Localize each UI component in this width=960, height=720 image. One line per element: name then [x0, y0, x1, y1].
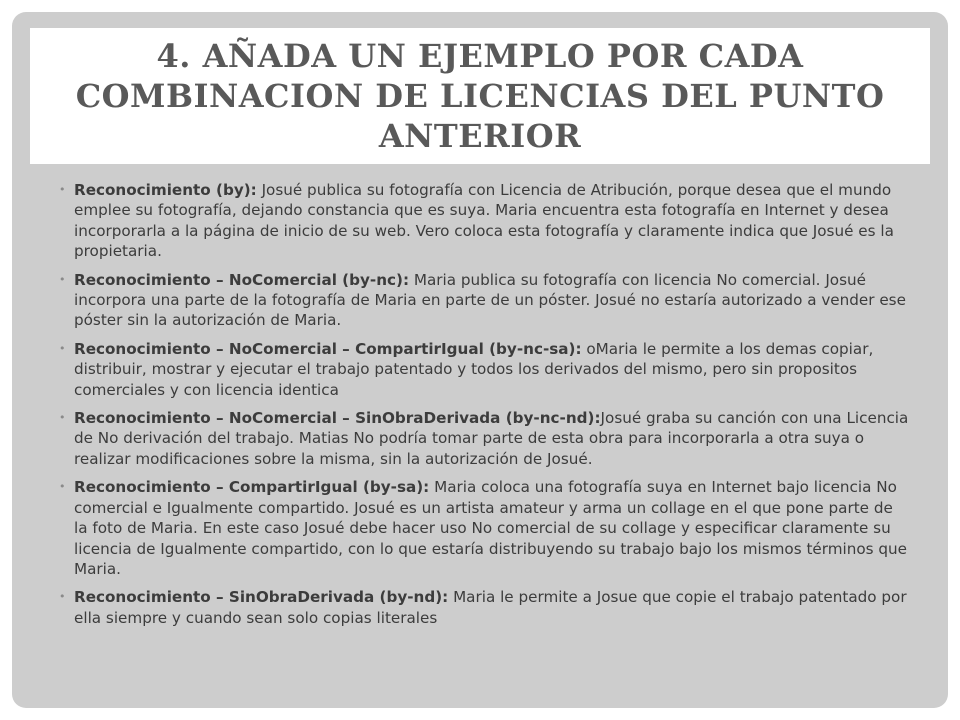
bullet-icon: • [59, 272, 66, 286]
bullet-text: Maria coloca una fotografía suya en Internet bajo licencia No comercial e Igualmente compartido. Josué es un artista amateur y arma un collage en el que pone parte de la foto de Maria. En este caso Josué debe hacer uso No comercial de su collage y especificar claramente su licencia de Igualmente compartido, con lo que estaría distribuyendo su trabajo bajo los mismos términos que Maria. [74, 478, 907, 578]
bullet-term: Reconocimiento – CompartirIgual (by-sa): [74, 478, 430, 497]
slide [12, 12, 948, 708]
bullet-term: Reconocimiento (by): [74, 181, 257, 199]
bullet-list [59, 180, 910, 628]
bullet-text: Josué graba su canción con una Licencia de No derivación del trabajo. Matias No podría tomar parte de esta obra para incorporarla a otra suya o realizar modificaciones sobre la misma, sin la autorización de Josué. [74, 409, 909, 468]
bullet-icon: • [59, 341, 66, 355]
bullet-term: Reconocimiento – NoComercial – SinObraDerivada (by-nc-nd): [74, 409, 601, 428]
bullet-item-by [59, 180, 910, 262]
bullet-term: Reconocimiento – NoComercial – CompartirIgual (by-nc-sa): [74, 339, 582, 358]
slide-content [59, 180, 910, 636]
bullet-term: Reconocimiento – NoComercial (by-nc): [74, 270, 410, 289]
bullet-text: Josué publica su fotografía con Licencia de Atribución, porque desea que el mundo emplee su fotografía, dejando constancia que es suya. Maria encuentra esta fotografía en Internet y desea incorporarla a la página de inicio de su web. Vero coloca esta fotografía y claramente indica que Josué es la propietaria. [74, 181, 894, 261]
bullet-text: Maria le permite a Josue que copie el trabajo patentado por ella siempre y cuando sean solo copias literales [74, 588, 907, 627]
bullet-item-by-sa [59, 477, 910, 579]
title-box [30, 28, 930, 164]
bullet-text: oMaria le permite a los demas copiar, distribuir, mostrar y ejecutar el trabajo patentado y todos los derivados del mismo, pero sin propositos comerciales y con licencia identica [74, 339, 874, 399]
bullet-item-by-nc [59, 270, 910, 331]
bullet-item-by-nc-sa [59, 339, 910, 400]
bullet-icon: • [59, 590, 66, 604]
slide-title: 4. AÑADA UN EJEMPLO POR CADA COMBINACION DE LICENCIAS DEL PUNTO ANTERIOR [75, 37, 885, 155]
bullet-icon: • [59, 411, 66, 425]
bullet-icon: • [59, 480, 66, 494]
bullet-icon: • [59, 183, 66, 196]
bullet-term: Reconocimiento – SinObraDerivada (by-nd): [74, 588, 449, 607]
bullet-item-by-nd [59, 587, 910, 628]
bullet-item-by-nc-nd [59, 408, 910, 469]
bullet-text: Maria publica su fotografía con licencia No comercial. Josué incorpora una parte de la fotografía de Maria en parte de un póster. Josué no estaría autorizado a vender ese póster sin la autorización de Maria. [74, 270, 906, 330]
